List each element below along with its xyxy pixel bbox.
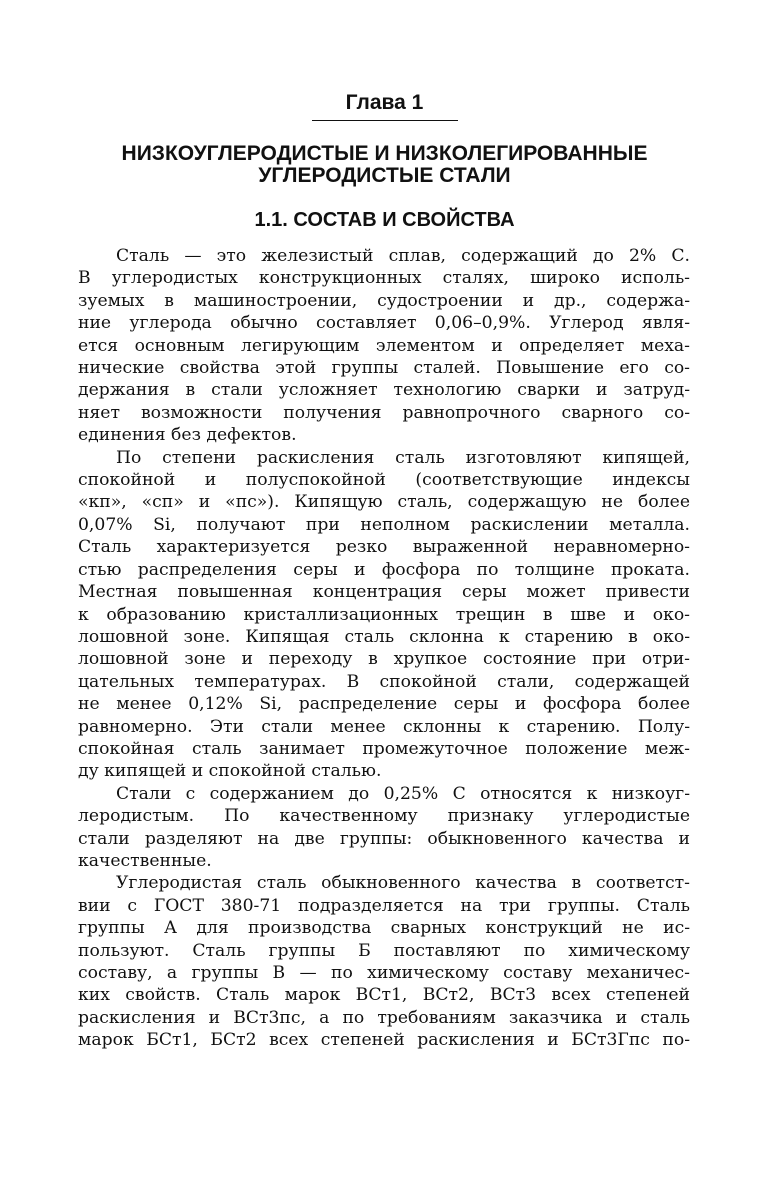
paragraph-line: пользуют. Сталь группы Б поставляют по химическому [78, 940, 690, 961]
paragraph-line: стью распределения серы и фосфора по толщине проката. [78, 559, 690, 580]
paragraph-line: марок БСт1, БСт2 всех степеней раскисления и БСт3Гпс по- [78, 1030, 690, 1051]
body-text [78, 245, 690, 1052]
paragraph-line: держания в стали усложняет технологию сварки и затруд- [78, 380, 690, 401]
paragraph-line: Местная повышенная концентрация серы может привести [78, 582, 690, 603]
paragraph-line: нические свойства этой группы сталей. Повышение его со- [78, 358, 690, 379]
paragraph-line: к образованию кристаллизационных трещин в шве и око- [78, 604, 690, 625]
paragraph [78, 245, 690, 447]
paragraph-line: вии с ГОСТ 380-71 подразделяется на три группы. Сталь [78, 895, 690, 916]
paragraph-line: В углеродистых конструкционных сталях, широко исполь- [78, 268, 690, 289]
chapter-title-line: УГЛЕРОДИСТЫЕ СТАЛИ [258, 164, 511, 187]
paragraph-line: лошовной зоне и переходу в хрупкое состояние при отри- [78, 649, 690, 670]
paragraph-line: не менее 0,12% Si, распределение серы и фосфора более [78, 694, 690, 715]
paragraph-line: раскисления и ВСт3пс, а по требованиям заказчика и сталь [78, 1007, 690, 1028]
paragraph-line: Сталь характеризуется резко выраженной неравномерно- [78, 537, 690, 558]
paragraph-line: няет возможности получения равнопрочного сварного со- [78, 402, 690, 423]
paragraph-line: стали разделяют на две группы: обыкновенного качества и [78, 828, 690, 849]
paragraph-line: 0,07% Si, получают при неполном раскислении металла. [78, 514, 690, 535]
paragraph-line: ких свойств. Сталь марок ВСт1, ВСт2, ВСт3 всех степеней [78, 985, 690, 1006]
paragraph-line: По степени раскисления сталь изготовляют кипящей, [116, 447, 690, 468]
paragraph-line: спокойной и полуспокойной (соответствующие индексы [78, 470, 690, 491]
paragraph-line: цательных температурах. В спокойной стали, содержащей [78, 671, 690, 692]
chapter-title [60, 143, 709, 187]
paragraph-line: равномерно. Эти стали менее склонны к старению. Полу- [78, 716, 690, 737]
paragraph-line: качественные. [78, 850, 212, 871]
paragraph-line: группы А для производства сварных конструкций не ис- [78, 918, 690, 939]
paragraph-line: спокойная сталь занимает промежуточное положение меж- [78, 738, 690, 759]
paragraph-line: Стали с содержанием до 0,25% С относятся к низкоуг- [116, 783, 690, 804]
paragraph-line: составу, а группы В — по химическому составу механичес- [78, 963, 690, 983]
paragraph-line: Углеродистая сталь обыкновенного качества в соответст- [116, 873, 690, 894]
paragraph [78, 783, 690, 873]
chapter-title-line: НИЗКОУГЛЕРОДИСТЫЕ И НИЗКОЛЕГИРОВАННЫЕ [121, 142, 648, 165]
paragraph-line: зуемых в машиностроении, судостроении и др., содержа- [78, 290, 690, 311]
paragraph-line: ние углерода обычно составляет 0,06–0,9%. Углерод явля- [78, 313, 690, 334]
paragraph-line: Сталь — это железистый сплав, содержащий до 2% С. [116, 246, 690, 266]
paragraph-line: леродистым. По качественному признаку углеродистые [78, 806, 690, 827]
paragraph-line: ется основным легирующим элементом и определяет меха- [78, 335, 690, 356]
chapter-label: Глава 1 [345, 91, 424, 114]
paragraph-line: ду кипящей и спокойной сталью. [78, 761, 382, 782]
section-title: 1.1. СОСТАВ И СВОЙСТВА [254, 209, 515, 231]
paragraph-line: лошовной зоне. Кипящая сталь склонна к старению в око- [78, 626, 690, 647]
chapter-underline [312, 120, 458, 121]
paragraph [78, 872, 690, 1051]
paragraph [78, 447, 690, 783]
paragraph-line: единения без дефектов. [78, 425, 297, 446]
paragraph-line: «кп», «сп» и «пс»). Кипящую сталь, содержащую не более [78, 492, 690, 513]
